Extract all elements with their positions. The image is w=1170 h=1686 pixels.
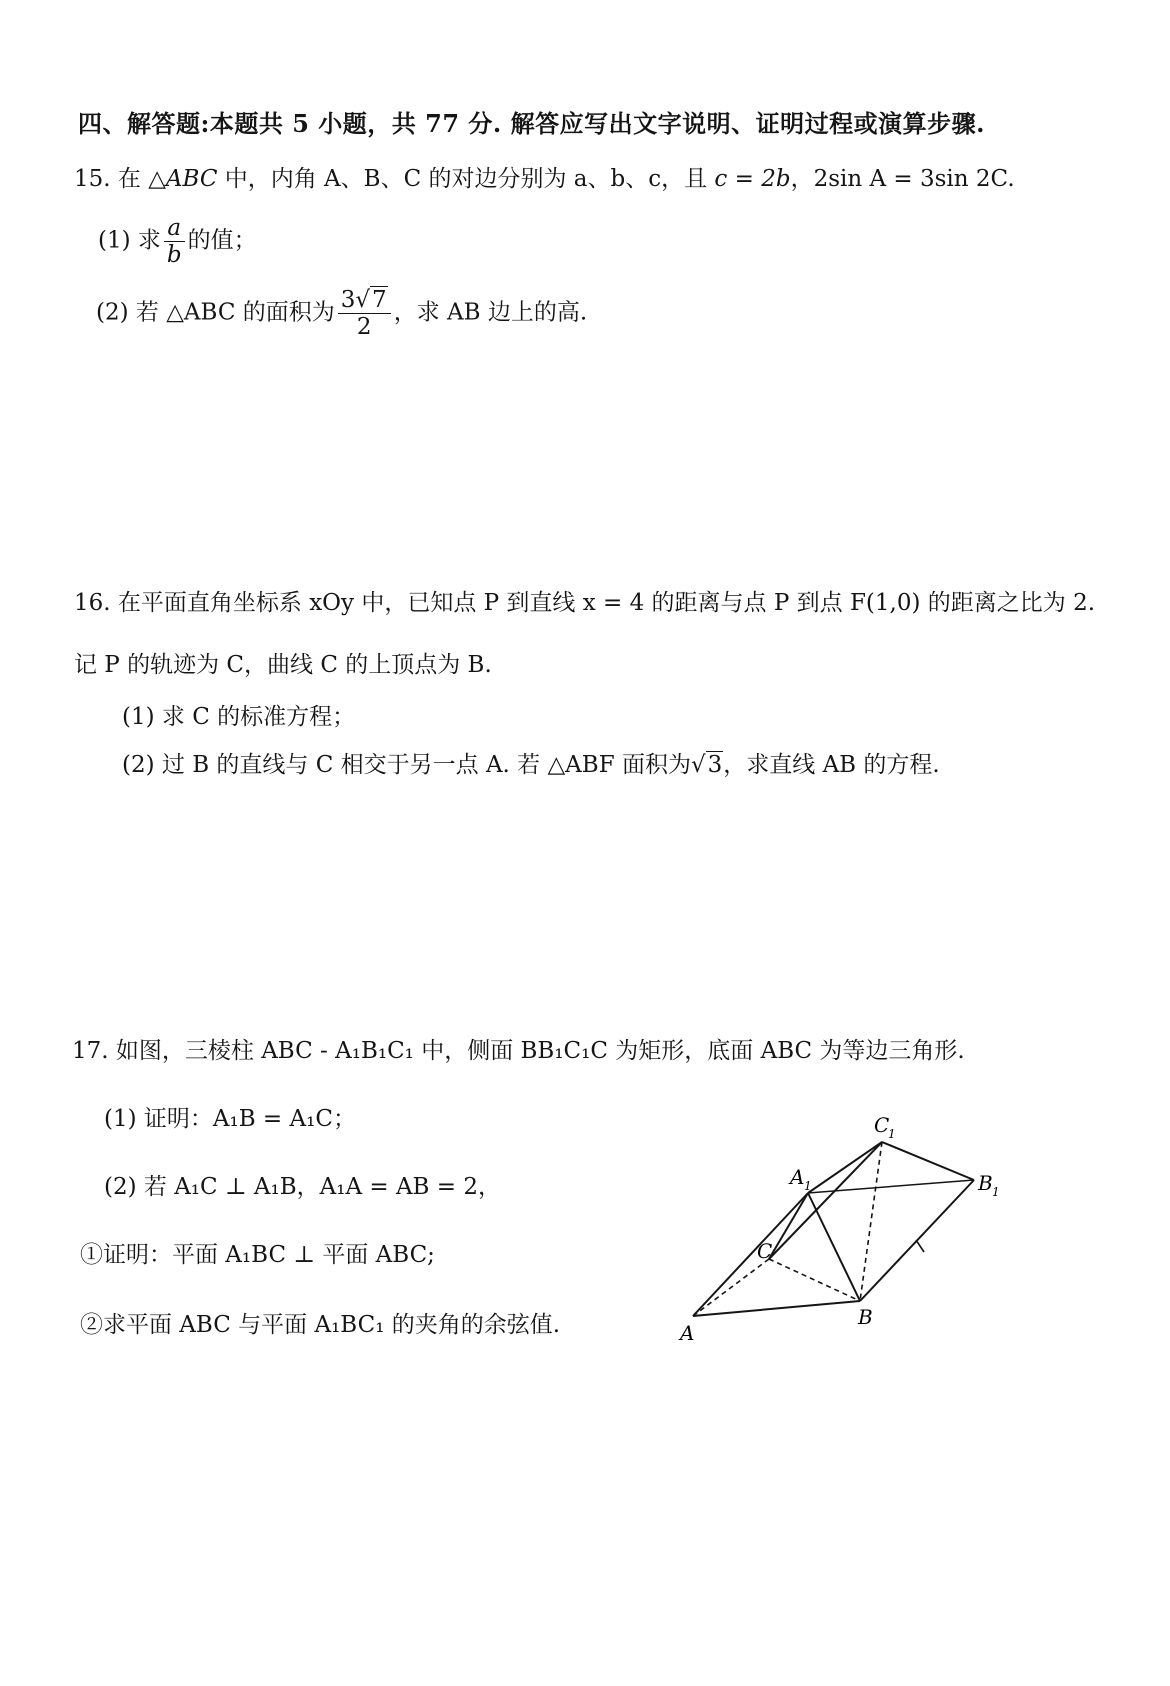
edge-C-B (769, 1259, 860, 1301)
edge-A-A1 (693, 1193, 808, 1316)
label-C1-sub: 1 (888, 1127, 896, 1141)
edge-C1-B (860, 1142, 882, 1301)
label-C: C (757, 1239, 773, 1263)
q15-part2-prefix: (2) 若 △ABC 的面积为 (96, 299, 335, 326)
q15-part2-denominator: 2 (356, 314, 372, 341)
edge-C1-B1 (882, 1142, 974, 1180)
q15-stem-mid: 中，内角 A、B、C 的对边分别为 a、b、c，且 (217, 166, 715, 192)
sqrt-icon: √3 (690, 752, 723, 778)
q15-condition1: c = 2b (714, 166, 791, 192)
prism-figure (670, 1110, 1050, 1355)
q17-part1: (1) 证明：A₁B = A₁C； (104, 1106, 356, 1132)
q15-part1 (98, 216, 257, 267)
label-B: B (858, 1305, 873, 1329)
q15-part2 (96, 288, 587, 339)
edge-C-C1 (769, 1142, 882, 1259)
q15-part2-fraction (338, 288, 391, 339)
label-A1: A (790, 1165, 805, 1189)
q15-stem-prefix: 15. 在 (74, 166, 149, 192)
edge-A-B (693, 1301, 860, 1316)
q16-part2-prefix: (2) 过 B 的直线与 C 相交于另一点 A. 若 △ABF 面积为 (122, 752, 691, 778)
q15-sep: ， (790, 166, 814, 192)
label-B1-sub: 1 (992, 1185, 1000, 1199)
q15-part1-suffix: 的值； (187, 227, 257, 254)
q15-part1-denominator: b (166, 242, 182, 269)
label-C1: C (874, 1113, 890, 1137)
edge-A-C (693, 1259, 769, 1316)
q17-sub2: ②求平面 ABC 与平面 A₁BC₁ 的夹角的余弦值. (80, 1312, 561, 1338)
q15-part2-numerator (338, 288, 391, 314)
section-title: 四、解答题:本题共 5 小题，共 77 分. 解答应写出文字说明、证明过程或演算步骤. (78, 109, 985, 138)
q15-part1-numerator: a (164, 216, 185, 242)
q15-condition2: 2sin A = 3sin 2C (813, 166, 1008, 192)
q15-part1-prefix: (1) 求 (98, 227, 161, 254)
q16-part2 (122, 746, 940, 779)
q16-line1: 16. 在平面直角坐标系 xOy 中，已知点 P 到直线 x = 4 的距离与点 P 到点 F(1,0) 的距离之比为 2. (74, 590, 1096, 616)
q15-part2-suffix: ，求 AB 边上的高. (393, 299, 588, 326)
q15-stem (74, 160, 1015, 193)
label-A: A (680, 1321, 695, 1345)
edge-A1-C1 (808, 1142, 882, 1193)
q17-part2: (2) 若 A₁C ⊥ A₁B，A₁A = AB = 2， (104, 1174, 501, 1200)
tick-mark (916, 1240, 924, 1252)
q15-part2-coef: 3 (340, 287, 356, 313)
q16-line2: 记 P 的轨迹为 C，曲线 C 的上顶点为 B. (74, 652, 492, 678)
q16-part2-radicand: 3 (707, 752, 723, 778)
sqrt-icon: √7 (355, 287, 387, 313)
q16-part1: (1) 求 C 的标准方程； (122, 704, 356, 730)
edge-A1-B1 (808, 1180, 974, 1193)
q16-part2-suffix: ，求直线 AB 的方程. (723, 752, 940, 778)
label-A1-sub: 1 (804, 1179, 812, 1193)
q15-part2-radicand: 7 (372, 287, 387, 313)
q15-triangle: △ABC (148, 166, 218, 192)
q17-sub1: ①证明：平面 A₁BC ⊥ 平面 ABC; (80, 1242, 435, 1268)
q15-end: . (1007, 166, 1015, 192)
q15-part1-fraction (164, 216, 185, 267)
q17-stem: 17. 如图，三棱柱 ABC - A₁B₁C₁ 中，侧面 BB₁C₁C 为矩形，底面 ABC 为等边三角形. (72, 1038, 965, 1064)
label-B1: B (978, 1171, 993, 1195)
